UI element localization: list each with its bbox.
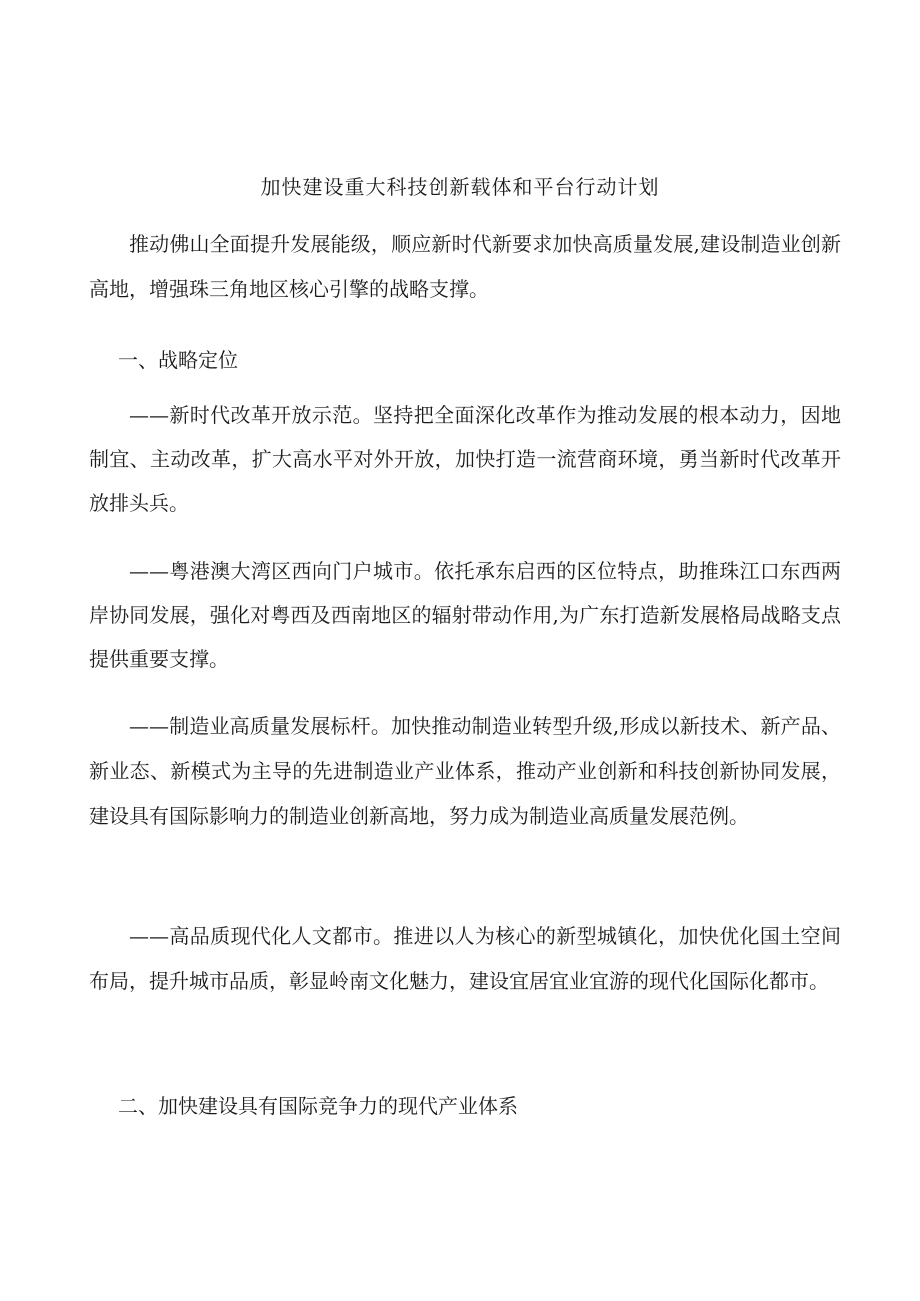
document-title: 加快建设重大科技创新载体和平台行动计划: [260, 175, 660, 199]
paragraph-humanistic-metropolis: ——高品质现代化人文都市。推进以人为核心的新型城镇化，加快优化国土空间布局，提升城市品质，彰显岭南文化魅力，建设宜居宜业宜游的现代化国际化都市。: [89, 924, 841, 993]
paragraph-manufacturing-benchmark: ——制造业高质量发展标杆。加快推动制造业转型升级,形成以新技术、新产品、新业态、新模式为主导的先进制造业产业体系，推动产业创新和科技创新协同发展，建设具有国际影响力的制造业创新高地，努力成为制造业高质量发展范例。: [89, 714, 841, 828]
intro-paragraph: 推动佛山全面提升发展能级，顺应新时代新要求加快高质量发展,建设制造业创新高地，增强珠三角地区核心引擎的战略支撑。: [89, 232, 841, 301]
section-heading-strategic-positioning: 一、战略定位: [118, 348, 238, 372]
paragraph-gateway-city: ——粤港澳大湾区西向门户城市。依托承东启西的区位特点，助推珠江口东西两岸协同发展，强化对粤西及西南地区的辐射带动作用,为广东打造新发展格局战略支点提供重要支撑。: [89, 559, 841, 671]
paragraph-reform-opening: ——新时代改革开放示范。坚持把全面深化改革作为推动发展的根本动力，因地制宜、主动改革，扩大高水平对外开放，加快打造一流营商环境，勇当新时代改革开放排头兵。: [89, 403, 841, 515]
section-heading-industry-system: 二、加快建设具有国际竞争力的现代产业体系: [118, 1094, 518, 1118]
